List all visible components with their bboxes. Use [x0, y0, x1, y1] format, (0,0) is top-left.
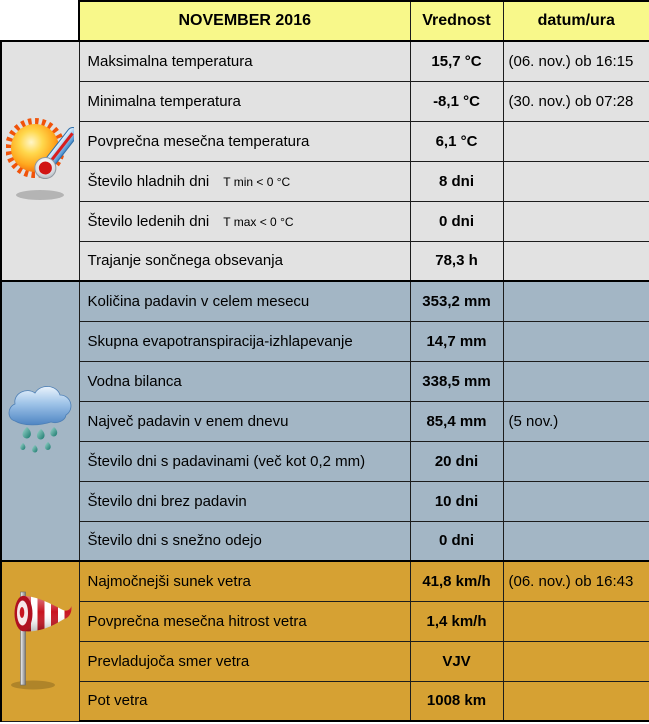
column-header-value: Vrednost: [410, 1, 503, 41]
table-row: [1, 601, 649, 641]
row-date: (06. nov.) ob 16:15: [503, 41, 649, 81]
row-value: 10 dni: [410, 481, 503, 521]
table-row: [1, 121, 649, 161]
row-date: [503, 481, 649, 521]
row-sublabel: T max < 0 °C: [223, 214, 294, 229]
row-date: (06. nov.) ob 16:43: [503, 561, 649, 601]
sun-thermometer-icon: [6, 115, 74, 203]
row-label-text: Maksimalna temperatura: [87, 52, 253, 70]
row-value: 0 dni: [410, 521, 503, 561]
row-value: 85,4 mm: [410, 401, 503, 441]
row-label-text: Pot vetra: [87, 692, 148, 710]
rain-cloud-icon: [5, 379, 75, 459]
table-row: [1, 41, 649, 81]
row-value: 1,4 km/h: [410, 601, 503, 641]
row-label-text: Število dni s padavinami (več kot 0,2 mm): [87, 452, 366, 470]
table-row: [1, 441, 649, 481]
table-row: [1, 481, 649, 521]
row-date: [503, 601, 649, 641]
row-label: [79, 401, 410, 441]
row-label: [79, 161, 410, 201]
row-label-text: Minimalna temperatura: [87, 92, 241, 110]
row-value: 15,7 °C: [410, 41, 503, 81]
row-date: [503, 521, 649, 561]
wind-section-icon-cell: [1, 561, 79, 721]
table-row: [1, 241, 649, 281]
row-date: [503, 361, 649, 401]
row-label-text: Povprečna mesečna hitrost vetra: [87, 612, 307, 630]
row-label: [79, 81, 410, 121]
table-row: [1, 81, 649, 121]
row-label: [79, 561, 410, 601]
row-sublabel: T min < 0 °C: [223, 174, 291, 189]
table-row: [1, 161, 649, 201]
row-label: [79, 241, 410, 281]
row-label: [79, 201, 410, 241]
row-label: [79, 681, 410, 721]
row-date: [503, 161, 649, 201]
row-label-text: Količina padavin v celem mesecu: [87, 292, 310, 310]
table-row: [1, 321, 649, 361]
row-label-text: Trajanje sončnega obsevanja: [87, 252, 283, 270]
table-row: [1, 281, 649, 321]
table-row: [1, 641, 649, 681]
row-value: 338,5 mm: [410, 361, 503, 401]
row-value: -8,1 °C: [410, 81, 503, 121]
row-value: 14,7 mm: [410, 321, 503, 361]
row-label: [79, 121, 410, 161]
table-row: [1, 521, 649, 561]
row-value: 353,2 mm: [410, 281, 503, 321]
temperature-section-icon-cell: [1, 41, 79, 281]
row-value: 78,3 h: [410, 241, 503, 281]
row-label: [79, 601, 410, 641]
row-date: [503, 321, 649, 361]
row-label-text: Vodna bilanca: [87, 372, 182, 390]
row-value: 6,1 °C: [410, 121, 503, 161]
corner-spacer: [1, 1, 79, 41]
row-date: [503, 681, 649, 721]
table-row: [1, 561, 649, 601]
row-date: [503, 641, 649, 681]
windsock-icon: [7, 586, 73, 692]
row-label-text: Povprečna mesečna temperatura: [87, 132, 310, 150]
row-value: VJV: [410, 641, 503, 681]
row-value: 20 dni: [410, 441, 503, 481]
row-label: [79, 321, 410, 361]
month-title: NOVEMBER 2016: [79, 1, 410, 41]
row-label: [79, 641, 410, 681]
row-date: (5 nov.): [503, 401, 649, 441]
row-value: 1008 km: [410, 681, 503, 721]
column-header-date: datum/ura: [503, 1, 649, 41]
table-row: [1, 681, 649, 721]
row-label-text: Skupna evapotranspiracija-izhlapevanje: [87, 332, 353, 350]
row-label: [79, 481, 410, 521]
row-label: [79, 41, 410, 81]
row-label-text: Število hladnih dni: [87, 172, 210, 190]
row-date: [503, 241, 649, 281]
precipitation-section-icon-cell: [1, 281, 79, 561]
row-date: [503, 201, 649, 241]
row-date: [503, 121, 649, 161]
row-label: [79, 521, 410, 561]
row-value: 0 dni: [410, 201, 503, 241]
row-label-text: Število ledenih dni: [87, 212, 210, 230]
header-row: [1, 1, 649, 41]
table-row: [1, 401, 649, 441]
row-value: 41,8 km/h: [410, 561, 503, 601]
row-date: (30. nov.) ob 07:28: [503, 81, 649, 121]
row-label: [79, 361, 410, 401]
row-label: [79, 441, 410, 481]
row-label-text: Največ padavin v enem dnevu: [87, 412, 289, 430]
row-label-text: Najmočnejši sunek vetra: [87, 572, 251, 590]
row-date: [503, 441, 649, 481]
table-row: [1, 201, 649, 241]
row-label-text: Število dni brez padavin: [87, 492, 247, 510]
row-label-text: Prevladujoča smer vetra: [87, 652, 250, 670]
row-label-text: Število dni s snežno odejo: [87, 532, 262, 550]
row-label: [79, 281, 410, 321]
row-date: [503, 281, 649, 321]
row-value: 8 dni: [410, 161, 503, 201]
table-row: [1, 361, 649, 401]
